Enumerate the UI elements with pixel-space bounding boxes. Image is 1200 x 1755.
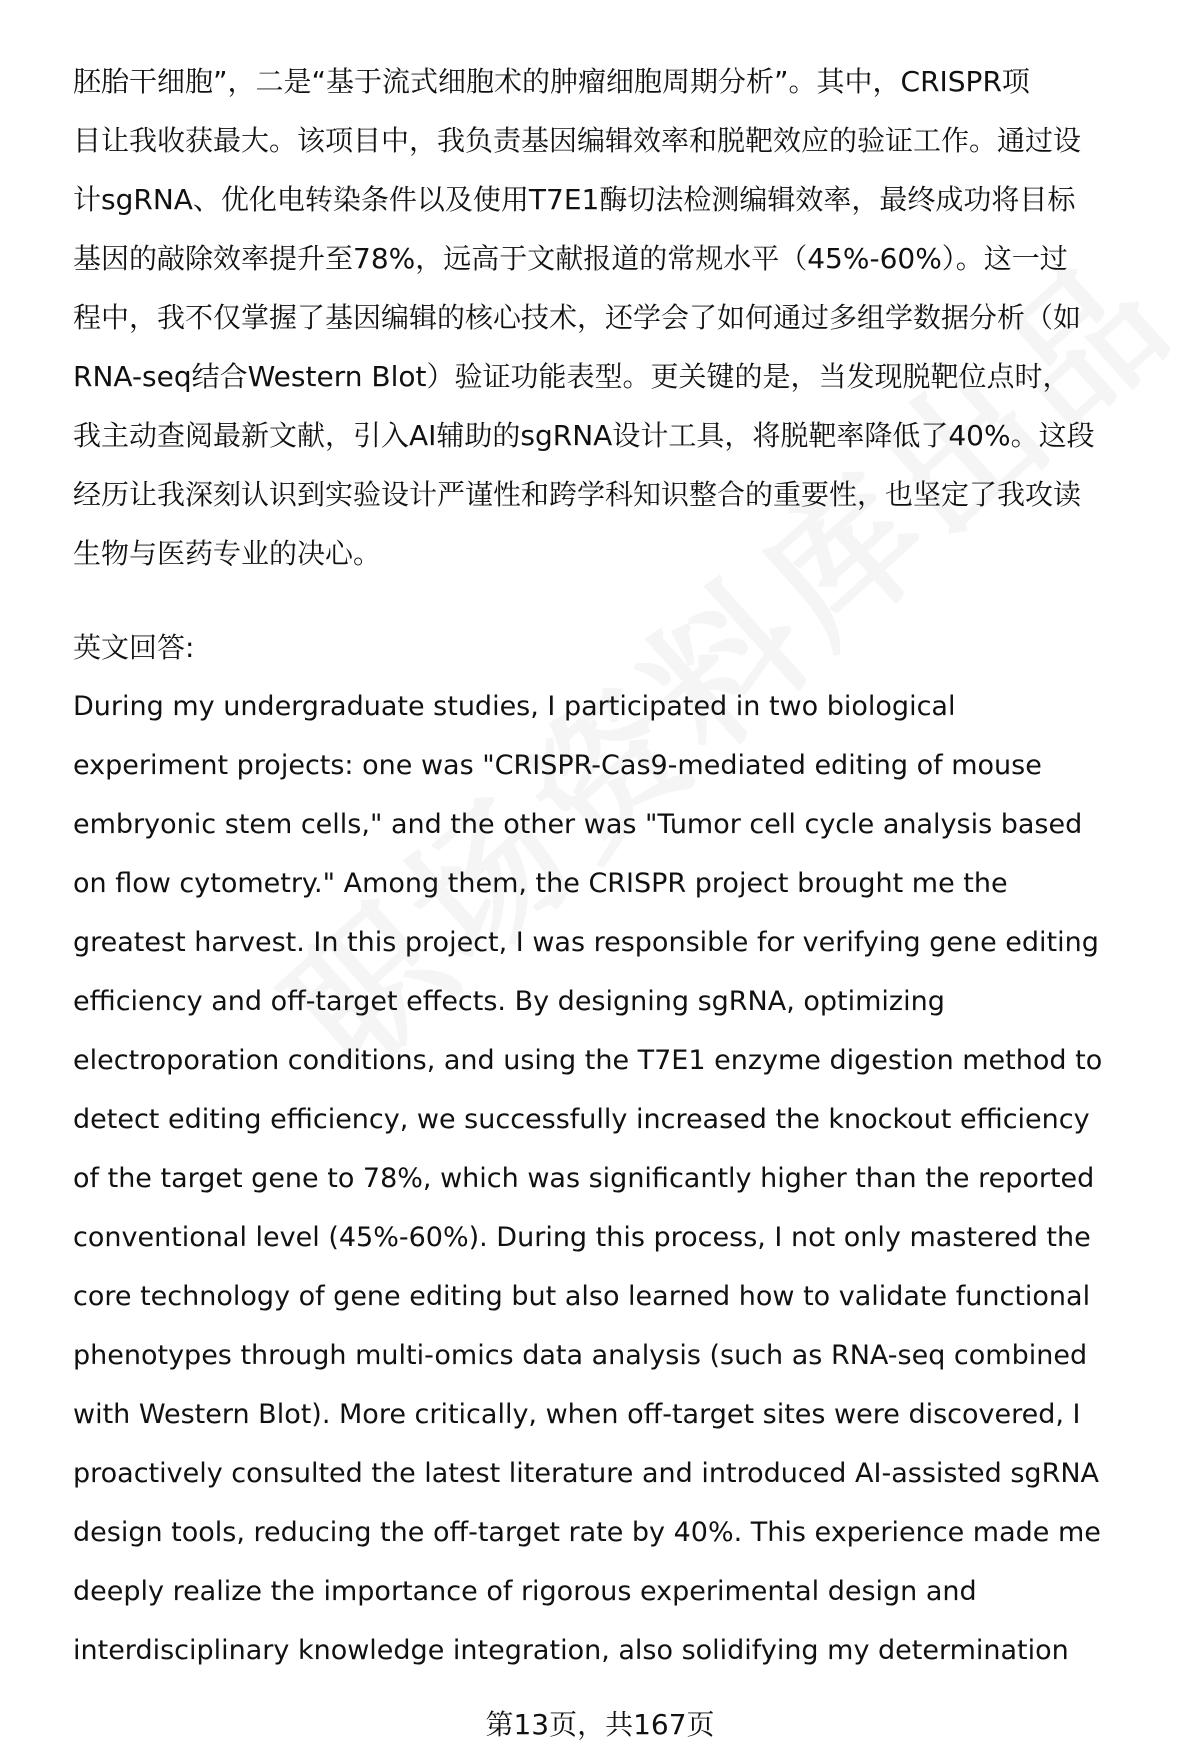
text-line: 胚胎干细胞”，二是“基于流式细胞术的肿瘤细胞周期分析”。其中，CRISPR项: [73, 65, 1030, 98]
text-line: 目让我收获最大。该项目中，我负责基因编辑效率和脱靶效应的验证工作。通过设: [73, 124, 1082, 157]
text-line: During my undergraduate studies, I participated in two biological: [73, 691, 956, 722]
text-line: experiment projects: one was "CRISPR-Cas9-mediated editing of mouse: [73, 750, 1042, 781]
text-line: 计sgRNA、优化电转染条件以及使用T7E1酶切法检测编辑效率，最终成功将目标: [73, 183, 1076, 216]
text-line: 程中，我不仅掌握了基因编辑的核心技术，还学会了如何通过多组学数据分析（如: [73, 301, 1082, 334]
text-line: electroporation conditions, and using the T7E1 enzyme digestion method to: [73, 1045, 1103, 1076]
text-line: RNA-seq结合Western Blot）验证功能表型。更关键的是，当发现脱靶位点时，: [73, 360, 1071, 393]
text-line: 经历让我深刻认识到实验设计严谨性和跨学科知识整合的重要性，也坚定了我攻读: [73, 478, 1082, 511]
text-line: embryonic stem cells," and the other was "Tumor cell cycle analysis based: [73, 809, 1083, 840]
chinese-paragraph: [73, 52, 1153, 583]
text-line: of the target gene to 78%, which was significantly higher than the reported: [73, 1163, 1095, 1194]
text-line: deeply realize the importance of rigorous experimental design and: [73, 1576, 977, 1607]
english-answer-heading: 英文回答:: [73, 631, 195, 664]
text-line: conventional level (45%-60%). During this process, I not only mastered the: [73, 1222, 1091, 1253]
text-line: 生物与医药专业的决心。: [73, 537, 382, 570]
text-line: 我主动查阅最新文献，引入AI辅助的sgRNA设计工具，将脱靶率降低了40%。这段: [73, 419, 1095, 452]
text-line: design tools, reducing the off-target rate by 40%. This experience made me: [73, 1517, 1101, 1548]
text-line: core technology of gene editing but also learned how to validate functional: [73, 1281, 1091, 1312]
text-line: 基因的敲除效率提升至78%，远高于文献报道的常规水平（45%-60%）。这一过: [73, 242, 1068, 275]
text-line: interdisciplinary knowledge integration, also solidifying my determination: [73, 1635, 1069, 1666]
page-number-footer: 第13页，共167页: [485, 1708, 715, 1741]
text-line: detect editing efficiency, we successfully increased the knockout efficiency: [73, 1104, 1090, 1135]
text-line: proactively consulted the latest literature and introduced AI-assisted sgRNA: [73, 1458, 1099, 1489]
text-line: greatest harvest. In this project, I was responsible for verifying gene editing: [73, 927, 1099, 958]
text-line: on flow cytometry." Among them, the CRISPR project brought me the: [73, 868, 1008, 899]
english-paragraph: [73, 677, 1153, 1680]
page-content: [73, 52, 1153, 1680]
text-line: efficiency and off-target effects. By designing sgRNA, optimizing: [73, 986, 945, 1017]
paragraph-spacer: [73, 583, 1153, 618]
text-line: phenotypes through multi-omics data analysis (such as RNA-seq combined: [73, 1340, 1088, 1371]
text-line: with Western Blot). More critically, when off-target sites were discovered, I: [73, 1399, 1081, 1430]
